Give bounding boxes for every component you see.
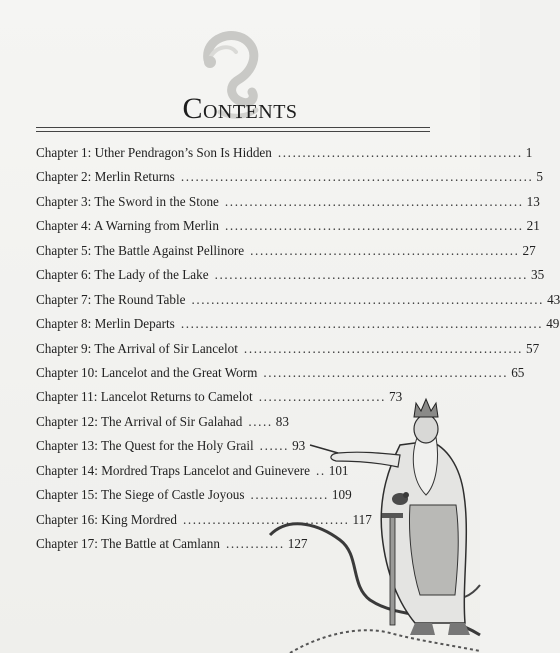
page-number: 5 <box>536 169 543 185</box>
toc-entry <box>36 165 543 189</box>
chapter-title: Chapter 1: Uther Pendragon’s Son Is Hidden <box>36 145 272 160</box>
toc-entry <box>36 361 525 385</box>
page-number: 127 <box>287 536 308 551</box>
heading-rest: ontents <box>202 93 298 125</box>
page-number: 27 <box>522 242 536 258</box>
toc-entry <box>36 141 533 165</box>
leader-dots: ...... <box>259 438 290 454</box>
page-number: 13 <box>526 193 540 209</box>
leader-dots: .. <box>315 462 326 478</box>
chapter-title: Chapter 10: Lancelot and the Great Worm <box>36 364 258 380</box>
chapter-title: Chapter 9: The Arrival of Sir Lancelot <box>36 340 238 356</box>
contents-heading <box>0 92 480 126</box>
leader-dots: ........................................................................ <box>191 291 545 307</box>
leader-dots: ..... <box>248 413 273 429</box>
chapter-title: Chapter 7: The Round Table <box>36 291 186 307</box>
chapter-title: Chapter 17: The Battle at Camlann <box>36 536 220 551</box>
page-number: 49 <box>546 316 560 332</box>
toc-entry <box>36 239 536 263</box>
leader-dots: ......................................................... <box>243 340 524 356</box>
page-number: 57 <box>526 340 540 356</box>
page-number: 35 <box>531 267 545 283</box>
toc-entry <box>36 190 540 214</box>
chapter-title: Chapter 4: A Warning from Merlin <box>36 218 219 234</box>
toc-entry <box>36 288 560 312</box>
top-rule <box>36 127 430 128</box>
page-number: 1 <box>525 145 533 160</box>
top-rule-inner <box>36 131 430 132</box>
page-number: 117 <box>352 511 372 527</box>
chapter-title: Chapter 15: The Siege of Castle Joyous <box>36 487 245 503</box>
king-illustration <box>250 395 480 653</box>
chapter-title: Chapter 3: The Sword in the Stone <box>36 193 219 209</box>
leader-dots: ............................................................. <box>224 193 524 209</box>
chapter-title: Chapter 5: The Battle Against Pellinore <box>36 242 245 258</box>
leader-dots: .......................................................................... <box>180 316 544 332</box>
chapter-title: Chapter 16: King Mordred <box>36 511 178 527</box>
leader-dots: .................................. <box>183 511 350 527</box>
page-number: 43 <box>547 291 560 307</box>
chapter-title: Chapter 12: The Arrival of Sir Galahad <box>36 413 243 429</box>
chapter-title: Chapter 14: Mordred Traps Lancelot and Guinevere <box>36 462 310 478</box>
leader-dots: ................................................................ <box>214 267 529 283</box>
page-number: 65 <box>511 364 525 380</box>
leader-dots: .................................................. <box>263 364 509 380</box>
leader-dots: ............................................................. <box>224 218 524 234</box>
toc-entry <box>36 263 545 287</box>
chapter-title: Chapter 2: Merlin Returns <box>36 169 175 185</box>
page-number: 73 <box>389 389 403 405</box>
leader-dots: ............ <box>225 536 285 551</box>
toc-entry <box>36 337 540 361</box>
leader-dots: .......................... <box>258 389 387 405</box>
chapter-title: Chapter 8: Merlin Departs <box>36 316 175 332</box>
leader-dots: ................ <box>250 487 329 503</box>
page-number: 101 <box>328 462 349 478</box>
toc-entry <box>36 312 560 336</box>
leader-dots: ........................................................................ <box>180 169 534 185</box>
chapter-title: Chapter 11: Lancelot Returns to Camelot <box>36 389 253 405</box>
leader-dots: .................................................. <box>277 145 523 160</box>
page-number: 83 <box>275 413 289 429</box>
leader-dots: ....................................................... <box>250 242 520 258</box>
chapter-title: Chapter 13: The Quest for the Holy Grail <box>36 438 254 454</box>
chapter-title: Chapter 6: The Lady of the Lake <box>36 267 209 283</box>
page-number: 109 <box>331 487 352 503</box>
toc-entry <box>36 214 540 238</box>
page-number: 21 <box>526 218 540 234</box>
heading-first-letter: C <box>182 92 203 125</box>
page-number: 93 <box>292 438 306 454</box>
